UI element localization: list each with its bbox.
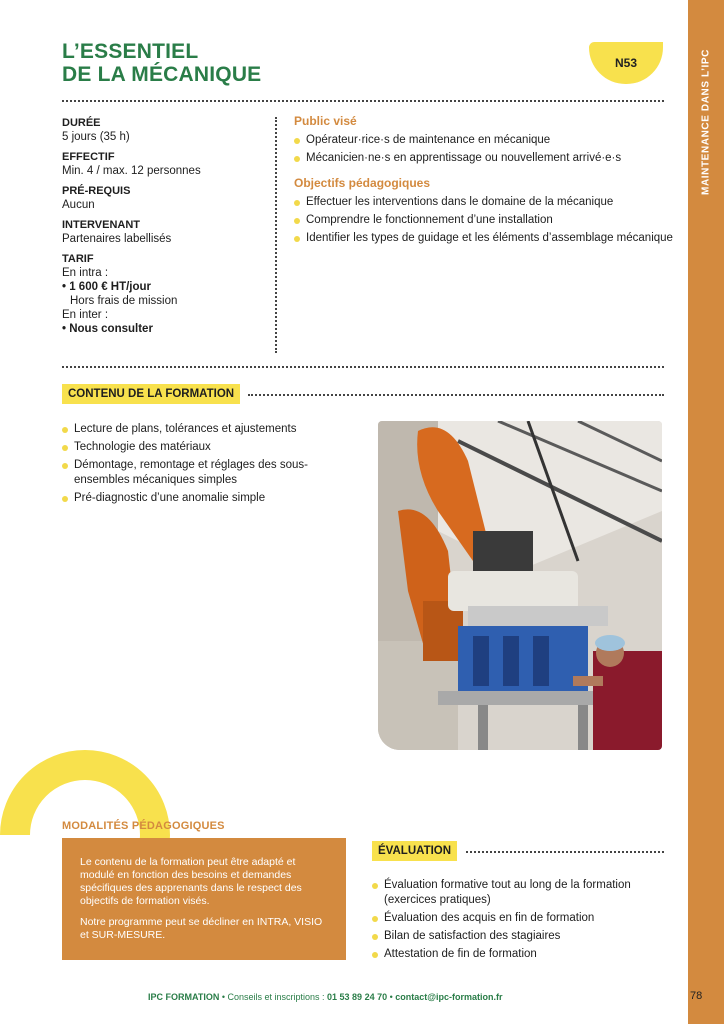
effectif-label: EFFECTIF: [62, 151, 115, 163]
list-item: Opérateur·rice·s de maintenance en mécanique: [294, 133, 674, 148]
evaluation-list: [372, 878, 672, 965]
duree-label: DURÉE: [62, 117, 101, 129]
list-item: Identifier les types de guidage et les éléments d’assemblage mécanique: [294, 231, 674, 246]
title-line-1: L’ESSENTIEL: [62, 40, 199, 63]
tarif-intra-note: Hors frais de mission: [70, 295, 178, 307]
tarif-inter-price: • Nous consulter: [62, 323, 153, 335]
list-item: Attestation de fin de formation: [372, 947, 672, 962]
modalites-paragraph-1: Le contenu de la formation peut être adapté et modulé en fonction des besoins et demandes spécifiques des apprenants dans le respect des objectifs de formation visés.: [80, 856, 302, 907]
footer-brand: IPC FORMATION: [148, 992, 220, 1002]
intervenant-label: INTERVENANT: [62, 219, 141, 231]
section-divider: [62, 366, 664, 368]
list-item: Bilan de satisfaction des stagiaires: [372, 929, 672, 944]
effectif-value: Min. 4 / max. 12 personnes: [62, 165, 201, 177]
modalites-paragraph-2: Notre programme peut se décliner en INTRA, VISIO et SUR-MESURE.: [80, 916, 323, 941]
public-heading: Public visé: [294, 114, 357, 128]
public-list: [294, 133, 674, 166]
tarif-label: TARIF: [62, 253, 94, 265]
industrial-robot-photo: [378, 421, 662, 750]
footer-text: • Conseils et inscriptions :: [219, 992, 328, 1002]
modalites-heading: MODALITÉS PÉDAGOGIQUES: [62, 820, 225, 832]
contenu-heading-rule: [248, 394, 664, 396]
contenu-heading: CONTENU DE LA FORMATION: [62, 384, 240, 404]
course-info: [62, 116, 272, 336]
title-line-2: DE LA MÉCANIQUE: [62, 63, 262, 86]
evaluation-heading: ÉVALUATION: [372, 841, 457, 861]
tarif-inter: En inter :: [62, 309, 109, 321]
column-divider: [275, 117, 277, 353]
prerequis-label: PRÉ-REQUIS: [62, 185, 131, 197]
duree-value: 5 jours (35 h): [62, 131, 130, 143]
evaluation-heading-rule: [466, 851, 664, 853]
list-item: Mécanicien·ne·s en apprentissage ou nouvellement arrivé·e·s: [294, 151, 674, 166]
footer-email[interactable]: contact@ipc-formation.fr: [395, 992, 503, 1002]
intervenant-value: Partenaires labellisés: [62, 233, 172, 245]
list-item: Lecture de plans, tolérances et ajustements: [62, 422, 362, 437]
page-title: [62, 40, 261, 86]
header-divider: [62, 100, 664, 102]
list-item: Effectuer les interventions dans le domaine de la mécanique: [294, 195, 674, 210]
list-item: Pré-diagnostic d’une anomalie simple: [62, 491, 362, 506]
course-code-badge: N53: [589, 42, 663, 84]
audience-objectives: [294, 114, 674, 249]
list-item: Démontage, remontage et réglages des sous-ensembles mécaniques simples: [62, 458, 362, 488]
prerequis-value: Aucun: [62, 199, 95, 211]
page-number: 78: [690, 990, 703, 1002]
tarif-intra: En intra :: [62, 267, 109, 279]
list-item: Évaluation formative tout au long de la formation (exercices pratiques): [372, 878, 672, 908]
list-item: Technologie des matériaux: [62, 440, 362, 455]
tarif-intra-price: • 1 600 € HT/jour: [62, 281, 152, 293]
objectifs-list: [294, 195, 674, 246]
footer: [148, 992, 503, 1002]
decorative-circle-mask: [0, 835, 62, 935]
side-section-label: MAINTENANCE DANS L’IPC: [700, 49, 712, 195]
contenu-list: [62, 422, 362, 509]
footer-phone: 01 53 89 24 70: [327, 992, 388, 1002]
modalites-box: [62, 838, 346, 960]
footer-separator: •: [387, 992, 396, 1002]
objectifs-heading: Objectifs pédagogiques: [294, 176, 431, 190]
list-item: Comprendre le fonctionnement d’une installation: [294, 213, 674, 228]
list-item: Évaluation des acquis en fin de formation: [372, 911, 672, 926]
